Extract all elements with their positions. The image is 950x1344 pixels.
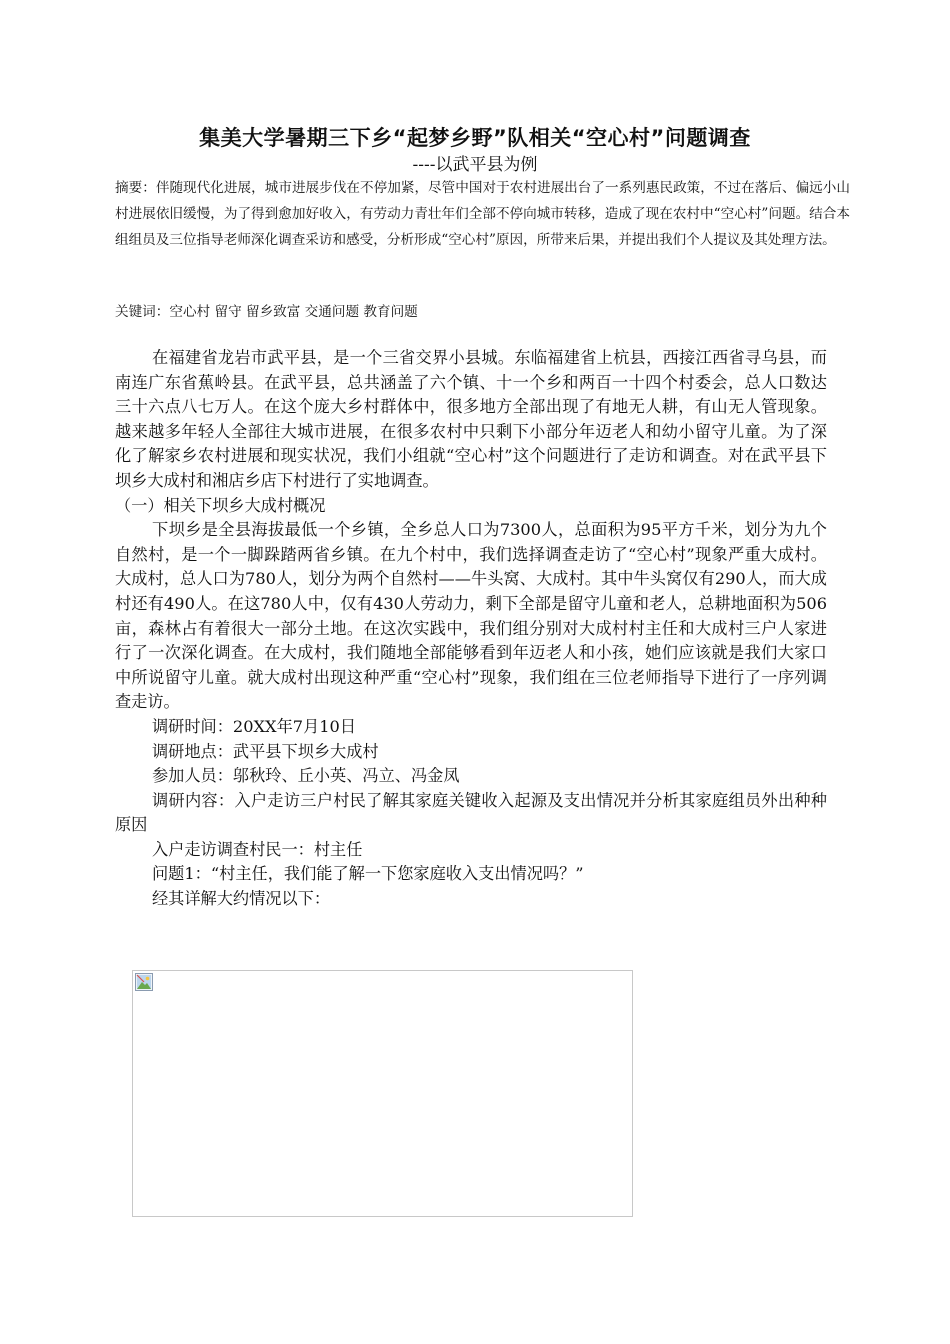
- keywords-line: 关键词：空心村 留守 留乡致富 交通问题 教育问题: [115, 304, 418, 320]
- body-text: [115, 346, 827, 912]
- survey-location: 调研地点：武平县下坝乡大成村: [152, 741, 379, 761]
- section-heading: （一）相关下坝乡大成村概况: [115, 495, 326, 515]
- broken-image-icon: [135, 973, 153, 991]
- survey-content: 调研内容：入户走访三户村民了解其家庭关键收入起源及支出情况并分析其家庭组员外出种种原因: [115, 790, 827, 835]
- answer-intro-line: 经其详解大约情况以下：: [152, 889, 331, 909]
- question-line: 问题1：“村主任，我们能了解一下您家庭收入支出情况吗？”: [152, 864, 584, 884]
- interviewee-line: 入户走访调查村民一：村主任: [152, 839, 363, 859]
- section-paragraph: 下坝乡是全县海拔最低一个乡镇，全乡总人口为7300人，总面积为95平方千米，划分为九个自然村，是一个一脚跺踏两省乡镇。在九个村中，我们选择调查走访了“空心村”现象严重大成村。大成村，总人口为780人，划分为两个自然村——牛头窝、大成村。其中牛头窝仅有290人，而大成村还有490人。在这780人中，仅有430人劳动力，剩下全部是留守儿童和老人，总耕地面积为506亩，森林占有着很大一部分土地。在这次实践中，我们组分别对大成村村主任和大成村三户人家进行了一次深化调查。在大成村，我们随地全部能够看到年迈老人和小孩，她们应该就是我们大家口中所说留守儿童。就大成村出现这种严重“空心村”现象，我们组在三位老师指导下进行了一序列调查走访。: [115, 520, 827, 712]
- survey-time: 调研时间：20XX年7月10日: [152, 716, 357, 736]
- image-placeholder: [132, 970, 633, 1217]
- abstract-paragraph: 摘要：伴随现代化进展，城市进展步伐在不停加紧，尽管中国对于农村进展出台了一系列惠民政策，不过在落后、偏远小山村进展依旧缓慢，为了得到愈加好收入，有劳动力青壮年们全部不停向城市转移，造成了现在农村中“空心村”问题。结合本组组员及三位指导老师深化调查采访和感受，分析形成“空心村”原因，所带来后果，并提出我们个人提议及其处理方法。: [115, 180, 850, 249]
- document-title: 集美大学暑期三下乡“起梦乡野”队相关“空心村”问题调查: [199, 126, 751, 150]
- intro-paragraph: 在福建省龙岩市武平县，是一个三省交界小县城。东临福建省上杭县，西接江西省寻乌县，而南连广东省蕉岭县。在武平县，总共涵盖了六个镇、十一个乡和两百一十四个村委会，总人口数达三十六点八七万人。在这个庞大乡村群体中，很多地方全部出现了有地无人耕，有山无人管现象。越来越多年轻人全部往大城市进展，在很多农村中只剩下小部分年迈老人和幼小留守儿童。为了深化了解家乡农村进展和现实状况，我们小组就“空心村”这个问题进行了走访和调查。对在武平县下坝乡大成村和湘店乡店下村进行了实地调查。: [115, 348, 827, 490]
- document-subtitle: ----以武平县为例: [412, 155, 538, 175]
- survey-participants: 参加人员：邬秋玲、丘小英、冯立、冯金凤: [152, 766, 460, 786]
